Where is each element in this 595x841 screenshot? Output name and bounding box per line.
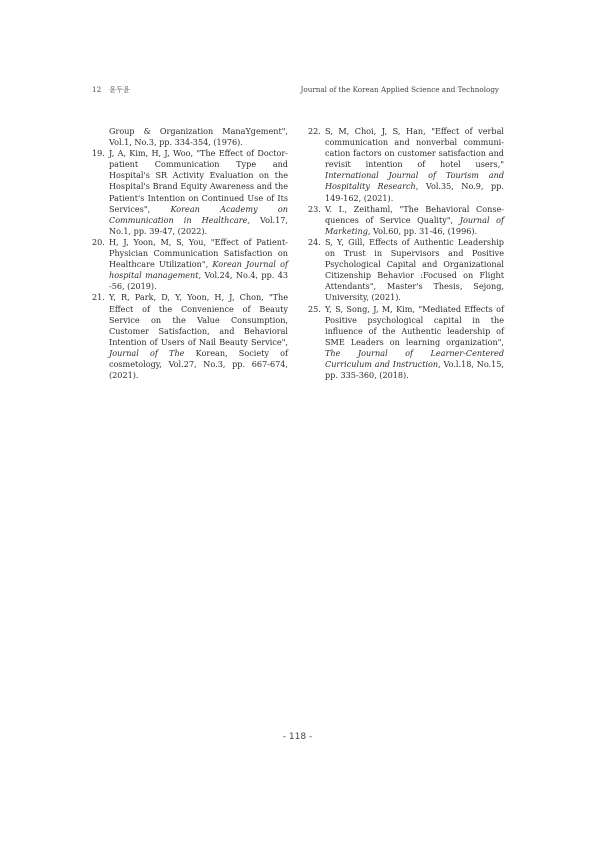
reference-20 bbox=[92, 237, 288, 292]
reference-source: Korean Journal of hospital management, bbox=[109, 259, 288, 281]
header-left bbox=[92, 85, 138, 95]
reference-text: S, Y, Gill, Effects of Authentic Leadership on Trust in Supervisors and Positive Psychological Capital and Organizational Citizenship Behavior :Focused on Flight Attendants", Master's Thesis, Sejong, University, (2021). bbox=[325, 236, 504, 303]
reference-continued: Group & Organization ManaYgement", Vol.1, No.3, pp. 334-354, (1976). bbox=[109, 126, 288, 148]
reference-details: Korean, Society of cosmetology, Vol.27, No.3, pp. 667-674, (2021). bbox=[109, 347, 288, 381]
reference-number: 24. bbox=[308, 236, 321, 247]
reference-19 bbox=[92, 148, 288, 237]
reference-source: International Journal of Tourism and Hospitality Research, bbox=[325, 170, 504, 192]
reference-number: 20. bbox=[92, 236, 105, 247]
reference-text: S, M, Choi, J, S, Han, "Effect of verbal communication and nonverbal communi- cation factors on customer satisfaction and revisit intention of hotel users," bbox=[325, 126, 504, 170]
reference-source: The Journal of Learner-Centered Curriculum and Instruction, bbox=[325, 347, 504, 369]
reference-details: Vo.l.18, No.15, pp. 335-360, (2018). bbox=[325, 358, 504, 381]
reference-number: 25. bbox=[308, 303, 321, 314]
reference-source: Korean Academy on Communication in Healthcare, bbox=[109, 203, 288, 225]
page-footer-number: - 118 - bbox=[282, 732, 313, 742]
reference-text: Y, R, Park, D, Y, Yoon, H, J, Chon, "The Effect of the Convenience of Beauty Service on the Value Consumption, Customer Satisfaction, and Behavioral Intention of Users of Nail Beauty Service", bbox=[109, 292, 288, 347]
reference-source: Journal of The bbox=[109, 347, 185, 358]
reference-text: Y, S, Song, J, M, Kim, "Mediated Effects of Positive psychological capital in the influence of the Authentic leadership of SME Leaders on learning organization", bbox=[325, 303, 504, 347]
reference-number: 21. bbox=[92, 292, 105, 303]
header-page-number: 12 bbox=[92, 85, 102, 94]
header-author: 윤두윤 bbox=[109, 85, 130, 94]
reference-21 bbox=[92, 292, 288, 381]
header-journal-title: Journal of the Korean Applied Science and Technology bbox=[300, 85, 499, 94]
reference-number: 22. bbox=[308, 126, 321, 136]
reference-details: Vol.17, No.1, pp. 39-47, (2022). bbox=[109, 214, 288, 236]
references-left-column bbox=[92, 126, 288, 381]
reference-number: 19. bbox=[92, 148, 105, 159]
reference-25 bbox=[308, 304, 504, 382]
reference-details: Vol.60, pp. 31-46, (1996). bbox=[370, 225, 478, 236]
references-right-column bbox=[308, 126, 504, 381]
reference-22 bbox=[308, 126, 504, 204]
reference-23 bbox=[308, 204, 504, 237]
reference-text: J, A, Kim, H, J, Woo, "The Effect of Doctor-patient Communication Type and Hospital's SR Activity Evaluation on the Hospital's Brand Equity Awareness and the Patient's Intention on Continued Use of Its Services", bbox=[109, 148, 288, 214]
reference-details: Vol.35, No.9, pp. 149-162, (2021). bbox=[325, 181, 504, 203]
reference-24 bbox=[308, 237, 504, 304]
reference-number: 23. bbox=[308, 203, 321, 214]
running-header bbox=[92, 85, 499, 95]
reference-details: Vol.24, No.4, pp. 43 -56, (2019). bbox=[109, 270, 289, 292]
reference-text: V. I., Zeithaml, "The Behavioral Conse- quences of Service Quality", bbox=[325, 203, 504, 225]
reference-text: H, J, Yoon, M, S, You, "Effect of Patient-Physician Communication Satisfaction on Healthcare Utilization", bbox=[109, 236, 288, 270]
reference-source: Journal of Marketing, bbox=[325, 214, 504, 236]
